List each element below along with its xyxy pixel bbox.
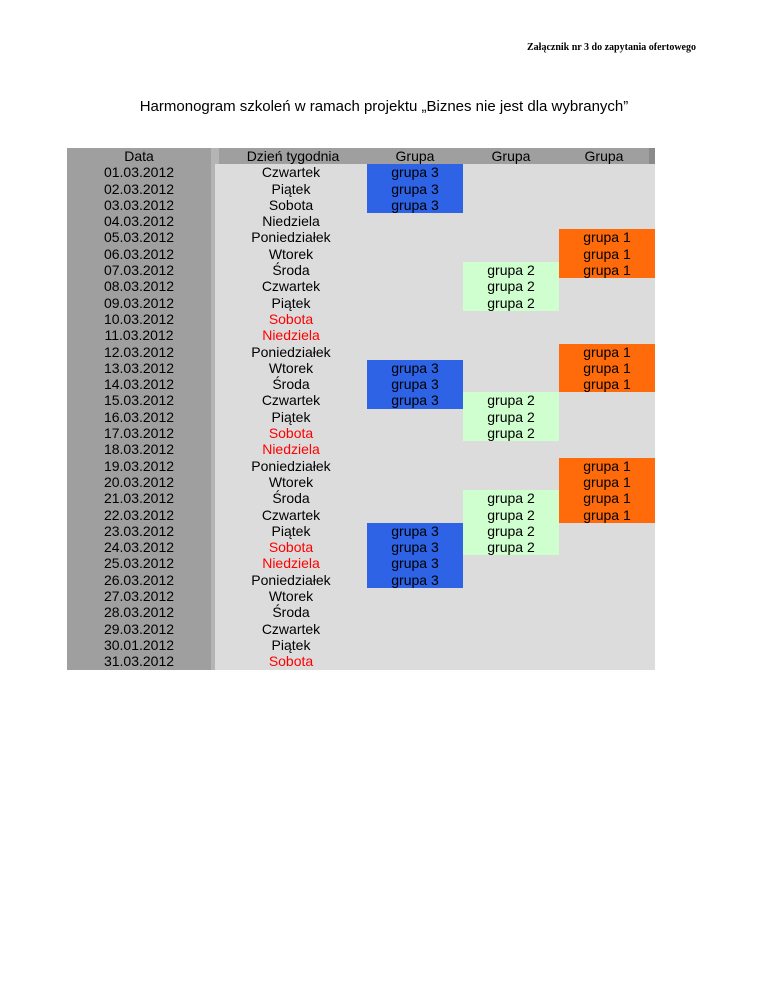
table-row — [67, 311, 655, 327]
table-row — [67, 197, 655, 213]
table-row — [67, 474, 655, 490]
training-schedule-table — [67, 148, 655, 670]
date-cell: 21.03.2012 — [67, 490, 215, 506]
weekday-cell: Środa — [215, 490, 367, 506]
group-c-cell: grupa 1 — [559, 458, 655, 474]
weekday-cell: Poniedziałek — [215, 572, 367, 588]
weekday-cell: Środa — [215, 604, 367, 620]
group-a-cell — [367, 653, 463, 669]
group-a-cell: grupa 3 — [367, 181, 463, 197]
weekday-cell: Piątek — [215, 637, 367, 653]
weekday-cell: Czwartek — [215, 278, 367, 294]
group-a-cell: grupa 3 — [367, 555, 463, 571]
group-c-cell: grupa 1 — [559, 229, 655, 245]
weekday-cell: Piątek — [215, 409, 367, 425]
date-cell: 31.03.2012 — [67, 653, 215, 669]
weekday-cell: Piątek — [215, 181, 367, 197]
table-row — [67, 246, 655, 262]
table-row — [67, 490, 655, 506]
date-cell: 30.01.2012 — [67, 637, 215, 653]
group-b-cell — [463, 637, 559, 653]
table-row — [67, 604, 655, 620]
date-cell: 12.03.2012 — [67, 344, 215, 360]
group-c-cell — [559, 213, 655, 229]
weekday-cell: Niedziela — [215, 441, 367, 457]
weekday-cell: Czwartek — [215, 164, 367, 180]
group-c-cell — [559, 523, 655, 539]
group-c-cell: grupa 1 — [559, 246, 655, 262]
group-b-cell — [463, 197, 559, 213]
weekday-cell: Poniedziałek — [215, 344, 367, 360]
group-a-cell — [367, 637, 463, 653]
group-a-cell — [367, 246, 463, 262]
group-c-cell — [559, 278, 655, 294]
group-a-cell — [367, 409, 463, 425]
table-row — [67, 360, 655, 376]
table-header-row — [67, 148, 655, 164]
table-row — [67, 653, 655, 669]
table-row — [67, 409, 655, 425]
group-c-cell — [559, 441, 655, 457]
table-row — [67, 278, 655, 294]
group-c-cell — [559, 604, 655, 620]
attachment-note: Załącznik nr 3 do zapytania ofertowego — [527, 42, 696, 53]
group-b-cell: grupa 2 — [463, 507, 559, 523]
group-a-cell — [367, 588, 463, 604]
group-a-cell — [367, 458, 463, 474]
group-b-cell: grupa 2 — [463, 262, 559, 278]
group-b-cell — [463, 588, 559, 604]
group-c-cell — [559, 653, 655, 669]
group-a-cell: grupa 3 — [367, 164, 463, 180]
group-a-cell — [367, 327, 463, 343]
weekday-cell: Sobota — [215, 311, 367, 327]
group-b-cell — [463, 474, 559, 490]
group-a-cell — [367, 262, 463, 278]
group-a-cell: grupa 3 — [367, 360, 463, 376]
date-cell: 09.03.2012 — [67, 295, 215, 311]
weekday-cell: Poniedziałek — [215, 458, 367, 474]
group-b-cell — [463, 441, 559, 457]
group-c-cell — [559, 539, 655, 555]
group-a-cell — [367, 604, 463, 620]
table-body — [67, 164, 655, 669]
group-a-cell — [367, 229, 463, 245]
group-b-cell — [463, 229, 559, 245]
weekday-cell: Sobota — [215, 197, 367, 213]
group-c-cell — [559, 197, 655, 213]
weekday-cell: Poniedziałek — [215, 229, 367, 245]
table-row — [67, 392, 655, 408]
group-c-cell — [559, 637, 655, 653]
group-a-cell — [367, 311, 463, 327]
table-row — [67, 523, 655, 539]
weekday-cell: Niedziela — [215, 213, 367, 229]
weekday-cell: Środa — [215, 376, 367, 392]
date-cell: 15.03.2012 — [67, 392, 215, 408]
group-c-cell — [559, 555, 655, 571]
group-c-cell — [559, 409, 655, 425]
group-a-cell: grupa 3 — [367, 539, 463, 555]
group-a-cell — [367, 474, 463, 490]
date-cell: 16.03.2012 — [67, 409, 215, 425]
group-b-cell — [463, 458, 559, 474]
weekday-cell: Środa — [215, 262, 367, 278]
group-a-cell: grupa 3 — [367, 376, 463, 392]
group-c-cell — [559, 392, 655, 408]
group-a-cell: grupa 3 — [367, 392, 463, 408]
date-cell: 24.03.2012 — [67, 539, 215, 555]
date-cell: 08.03.2012 — [67, 278, 215, 294]
group-b-cell: grupa 2 — [463, 523, 559, 539]
weekday-cell: Niedziela — [215, 555, 367, 571]
group-b-cell — [463, 311, 559, 327]
group-b-cell — [463, 181, 559, 197]
table-row — [67, 441, 655, 457]
date-cell: 04.03.2012 — [67, 213, 215, 229]
group-b-cell — [463, 360, 559, 376]
weekday-cell: Sobota — [215, 653, 367, 669]
date-cell: 23.03.2012 — [67, 523, 215, 539]
weekday-cell: Wtorek — [215, 474, 367, 490]
table-row — [67, 164, 655, 180]
group-c-cell — [559, 572, 655, 588]
group-c-cell — [559, 295, 655, 311]
date-cell: 02.03.2012 — [67, 181, 215, 197]
group-c-cell — [559, 311, 655, 327]
table-row — [67, 507, 655, 523]
group-b-cell: grupa 2 — [463, 278, 559, 294]
date-cell: 11.03.2012 — [67, 327, 215, 343]
table-row — [67, 425, 655, 441]
column-header-weekday: Dzień tygodnia — [215, 148, 367, 164]
group-b-cell — [463, 376, 559, 392]
group-c-cell — [559, 588, 655, 604]
table-row — [67, 344, 655, 360]
table-row — [67, 621, 655, 637]
group-a-cell — [367, 295, 463, 311]
group-b-cell — [463, 164, 559, 180]
group-b-cell: grupa 2 — [463, 392, 559, 408]
group-c-cell: grupa 1 — [559, 344, 655, 360]
table-row — [67, 637, 655, 653]
date-cell: 26.03.2012 — [67, 572, 215, 588]
table-row — [67, 539, 655, 555]
weekday-cell: Czwartek — [215, 621, 367, 637]
group-b-cell — [463, 604, 559, 620]
date-cell: 29.03.2012 — [67, 621, 215, 637]
group-b-cell: grupa 2 — [463, 425, 559, 441]
group-b-cell — [463, 653, 559, 669]
group-a-cell: grupa 3 — [367, 572, 463, 588]
table-row — [67, 262, 655, 278]
group-c-cell: grupa 1 — [559, 474, 655, 490]
table-row — [67, 295, 655, 311]
weekday-cell: Sobota — [215, 425, 367, 441]
group-c-cell — [559, 621, 655, 637]
date-cell: 05.03.2012 — [67, 229, 215, 245]
group-b-cell — [463, 213, 559, 229]
date-cell: 18.03.2012 — [67, 441, 215, 457]
weekday-cell: Wtorek — [215, 588, 367, 604]
group-b-cell: grupa 2 — [463, 409, 559, 425]
weekday-cell: Sobota — [215, 539, 367, 555]
group-a-cell — [367, 425, 463, 441]
column-header-group-b: Grupa — [463, 148, 559, 164]
weekday-cell: Czwartek — [215, 392, 367, 408]
group-a-cell — [367, 490, 463, 506]
date-cell: 22.03.2012 — [67, 507, 215, 523]
table-row — [67, 376, 655, 392]
group-a-cell — [367, 441, 463, 457]
group-a-cell: grupa 3 — [367, 523, 463, 539]
group-a-cell: grupa 3 — [367, 197, 463, 213]
group-a-cell — [367, 278, 463, 294]
date-cell: 01.03.2012 — [67, 164, 215, 180]
group-c-cell: grupa 1 — [559, 490, 655, 506]
date-cell: 07.03.2012 — [67, 262, 215, 278]
table-row — [67, 229, 655, 245]
group-c-cell — [559, 164, 655, 180]
column-header-group-a: Grupa — [367, 148, 463, 164]
group-a-cell — [367, 507, 463, 523]
date-cell: 10.03.2012 — [67, 311, 215, 327]
group-c-cell: grupa 1 — [559, 360, 655, 376]
group-c-cell — [559, 181, 655, 197]
weekday-cell: Wtorek — [215, 360, 367, 376]
group-b-cell: grupa 2 — [463, 539, 559, 555]
weekday-cell: Piątek — [215, 523, 367, 539]
group-a-cell — [367, 213, 463, 229]
group-c-cell: grupa 1 — [559, 376, 655, 392]
date-cell: 20.03.2012 — [67, 474, 215, 490]
date-cell: 25.03.2012 — [67, 555, 215, 571]
group-b-cell — [463, 327, 559, 343]
group-c-cell: grupa 1 — [559, 262, 655, 278]
column-header-date: Data — [67, 148, 215, 164]
table-row — [67, 327, 655, 343]
weekday-cell: Czwartek — [215, 507, 367, 523]
group-a-cell — [367, 344, 463, 360]
document-title: Harmonogram szkoleń w ramach projektu „Biznes nie jest dla wybranych” — [139, 98, 629, 115]
group-b-cell — [463, 344, 559, 360]
group-b-cell: grupa 2 — [463, 295, 559, 311]
group-b-cell: grupa 2 — [463, 490, 559, 506]
group-c-cell: grupa 1 — [559, 507, 655, 523]
group-a-cell — [367, 621, 463, 637]
group-c-cell — [559, 425, 655, 441]
date-cell: 03.03.2012 — [67, 197, 215, 213]
date-cell: 14.03.2012 — [67, 376, 215, 392]
date-cell: 27.03.2012 — [67, 588, 215, 604]
column-header-group-c: Grupa — [559, 148, 655, 164]
table-row — [67, 213, 655, 229]
date-cell: 28.03.2012 — [67, 604, 215, 620]
group-b-cell — [463, 246, 559, 262]
weekday-cell: Wtorek — [215, 246, 367, 262]
group-b-cell — [463, 621, 559, 637]
date-cell: 19.03.2012 — [67, 458, 215, 474]
table-row — [67, 181, 655, 197]
group-b-cell — [463, 572, 559, 588]
date-cell: 06.03.2012 — [67, 246, 215, 262]
weekday-cell: Piątek — [215, 295, 367, 311]
table-row — [67, 572, 655, 588]
group-c-cell — [559, 327, 655, 343]
table-row — [67, 555, 655, 571]
table-row — [67, 588, 655, 604]
group-b-cell — [463, 555, 559, 571]
table-row — [67, 458, 655, 474]
weekday-cell: Niedziela — [215, 327, 367, 343]
date-cell: 13.03.2012 — [67, 360, 215, 376]
date-cell: 17.03.2012 — [67, 425, 215, 441]
